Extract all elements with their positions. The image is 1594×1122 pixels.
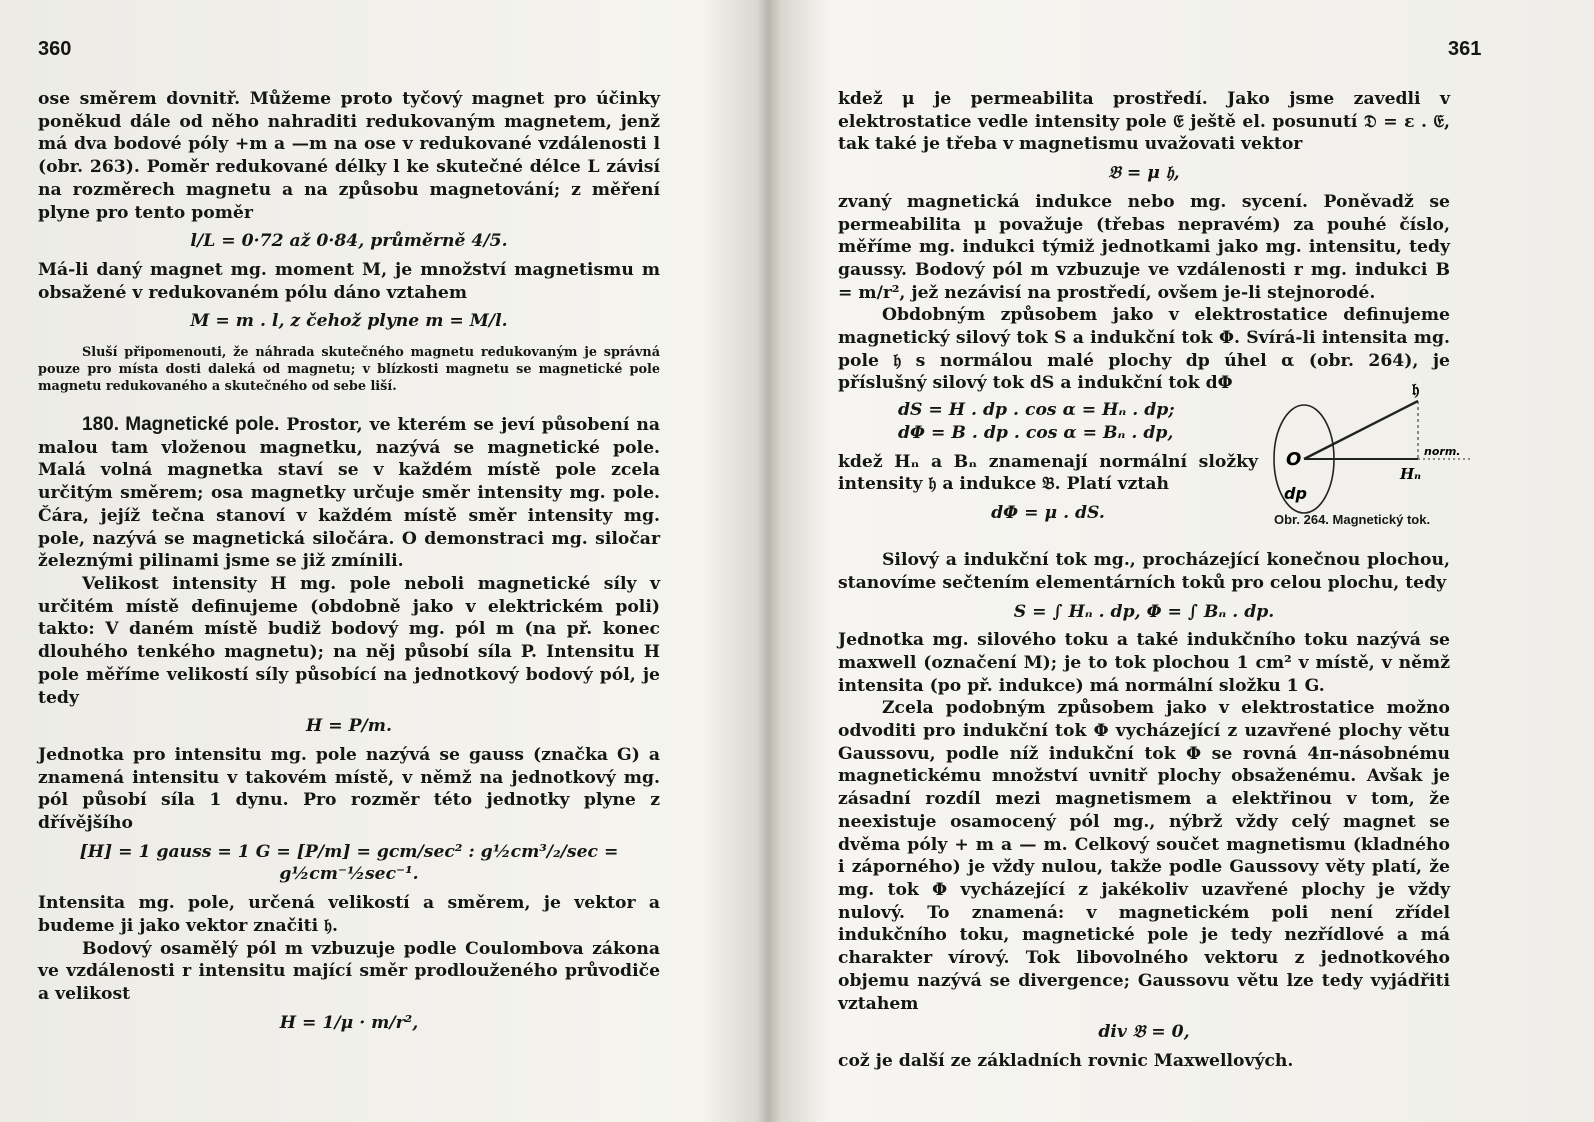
paragraph: Silový a indukční tok mg., procházející konečnou plochou, stanovíme sečtením elementárních toků pro celou plochu, tedy <box>838 550 1450 593</box>
paragraph-text: Prostor, ve kterém se jeví působení na malou tam vloženou magnetku, nazývá se magnetické pole. Malá volná magnetka staví se v každém místě pole zcela určitým směrem; osa magnetky určuje směr intensity mg. pole. Čára, jejíž tečna stanoví v každém místě směr intensity mg. pole, nazývá se magnetická siločára. O demonstraci mg. siločar železnými pilinami jsme se již zmínili. <box>38 414 660 572</box>
equation: dΦ = μ . dS. <box>991 502 1105 523</box>
equation: H = P/m. <box>306 716 392 737</box>
label-h: 𝔥 <box>1412 381 1420 400</box>
paragraph: Intensita mg. pole, určená velikostí a směrem, je vektor a budeme ji jako vektor značiti 𝔥. <box>38 893 660 936</box>
page-number: 361 <box>1448 38 1482 60</box>
section-heading: 180. Magnetické pole. <box>82 413 280 435</box>
equation: [H] = 1 gauss = 1 G = [P/m] = gcm/sec² : g½cm³/₂/sec = g½cm⁻½sec⁻¹. <box>79 841 619 885</box>
equation: H = 1/μ · m/r², <box>279 1012 419 1033</box>
footnote-paragraph: Sluší připomenouti, že náhrada skutečného magnetu redukovaným je správná pouze pro místa dosti daleká od magnetu; v blízkosti magnetu se magnetické pole magnetu redukovaného a skutečného od sebe liší. <box>38 345 660 394</box>
figure-block <box>838 381 1461 549</box>
equation: M = m . l, z čehož plyne m = M/l. <box>190 311 508 332</box>
right-page <box>780 0 1594 1122</box>
figure-caption: Obr. 264. Magnetický tok. <box>1274 512 1431 528</box>
paragraph: kdež μ je permeabilita prostředí. Jako jsme zavedli v elektrostatice vedle intensity pole 𝔈 ještě el. posunutí 𝔇 = ε . 𝔈, tak také je třeba v magnetismu uvažovati vektor <box>838 89 1450 155</box>
paragraph: Má-li daný magnet mg. moment M, je množství magnetismu m obsažené v redukovaném pólu dáno vztahem <box>38 259 660 303</box>
label-hn: Hₙ <box>1400 465 1422 484</box>
left-page <box>0 0 760 1122</box>
figure-side-text <box>838 399 1258 531</box>
paragraph: Obdobným způsobem jako v elektrostatice definujeme magnetický silový tok S a indukční tok Φ. Svírá-li intensita mg. pole 𝔥 s normálou malé plochy dp úhel α (obr. 264), je příslušný silový tok dS a indukční tok dΦ <box>838 305 1450 394</box>
intensity-vector <box>1304 401 1418 459</box>
paragraph: Jednotka pro intensitu mg. pole nazývá se gauss (značka G) a znamená intensitu v takovém místě, v němž na jednotkový mg. pól působí síla 1 dynu. Pro rozměr této jednotky plyne z dřívějšího <box>38 744 660 834</box>
paragraph: zvaný magnetická indukce nebo mg. sycení. Poněvadž se permeabilita μ považuje (třebas nepravém) za pouhé číslo, měříme mg. indukci týmiž jednotkami jako mg. intensitu, tedy gaussy. Bodový pól m vzbuzuje ve vzdálenosti r mg. indukci B = m/r², jež nezávisí na prostředí, ovšem je-li stejnorodé. <box>838 191 1450 303</box>
magnetic-flux-figure <box>1268 381 1478 531</box>
right-text-column <box>838 88 1461 1073</box>
paragraph: Jednotka mg. silového toku a také indukčního toku nazývá se maxwell (označení M); je to tok plochou 1 cm² v místě, v němž intensita (po př. indukce) má normální složku 1 G. <box>838 630 1450 696</box>
section-paragraph <box>38 412 660 573</box>
equation: 𝔅 = μ 𝔥, <box>1108 163 1180 184</box>
equation: S = ∫ Hₙ . dp, Φ = ∫ Bₙ . dp. <box>1013 601 1275 622</box>
paragraph: což je další ze základních rovnic Maxwellových. <box>838 1050 1294 1071</box>
equation: l/L = 0·72 až 0·84, průměrně 4/5. <box>190 231 508 252</box>
page-number: 360 <box>38 38 72 60</box>
paragraph: Velikost intensity H mg. pole neboli magnetické síly v určitém místě definujeme (obdobně jako v elektrickém poli) takto: V daném místě budiž bodový mg. pól m (na př. konec dlouhého tenkého magnetu); na něj působí síla P. Intensitu H pole měříme velikostí síly působící na jednotkový bodový pól, je tedy <box>38 574 660 708</box>
label-o: O <box>1286 449 1302 471</box>
paragraph: kdež Hₙ a Bₙ znamenají normální složky intensity 𝔥 a indukce 𝔅. Platí vztah <box>838 451 1258 495</box>
left-text-column <box>38 88 660 1040</box>
paragraph: ose směrem dovnitř. Můžeme proto tyčový magnet pro účinky poněkud dále od něho nahraditi redukovaným magnetem, jenž má dva bodové póly +m a —m na ose v redukované vzdálenosti l (obr. 263). Poměr redukované délky l ke skutečné délce L závisí na rozměrech magnetu a na způsobu magnetování; z měření plyne pro tento poměr <box>38 89 660 223</box>
equation: dΦ = B . dp . cos α = Bₙ . dp, <box>898 422 1174 443</box>
label-norm: norm. <box>1424 445 1461 459</box>
paragraph: Bodový osamělý pól m vzbuzuje podle Coulombova zákona ve vzdálenosti r intensitu mající směr prodlouženého průvodiče a velikost <box>38 938 660 1004</box>
label-dp: dp <box>1284 484 1307 504</box>
paragraph: Zcela podobným způsobem jako v elektrostatice možno odvoditi pro indukční tok Φ vycházející z uzavřené plochy větu Gaussovu, podle níž indukční tok Φ se rovná 4π-násobnému magnetickému množství uvnitř plochy obsaženému. Avšak je zásadní rozdíl mezi magnetismem a elektřinou v tom, že neexistuje osamocený pól mg., nýbrž vždy celý magnet se dvěma póly + m a — m. Celkový součet magnetismu (kladného i záporného) je vždy nulou, takže podle Gaussovy věty platí, že mg. tok Φ vycházející z jakékoliv uzavřené plochy je vždy nulový. To znamená: v magnetickém poli není zřídel indukčního toku, magnetické pole je tedy nezřídlové a má charakter vírový. Tok libovolného vektoru z jednotkového objemu nazývá se divergence; Gaussovu větu lze tedy vyjádřiti vztahem <box>838 698 1450 1014</box>
equation: div 𝔅 = 0, <box>1098 1022 1190 1043</box>
equation: dS = H . dp . cos α = Hₙ . dp; <box>898 400 1175 421</box>
